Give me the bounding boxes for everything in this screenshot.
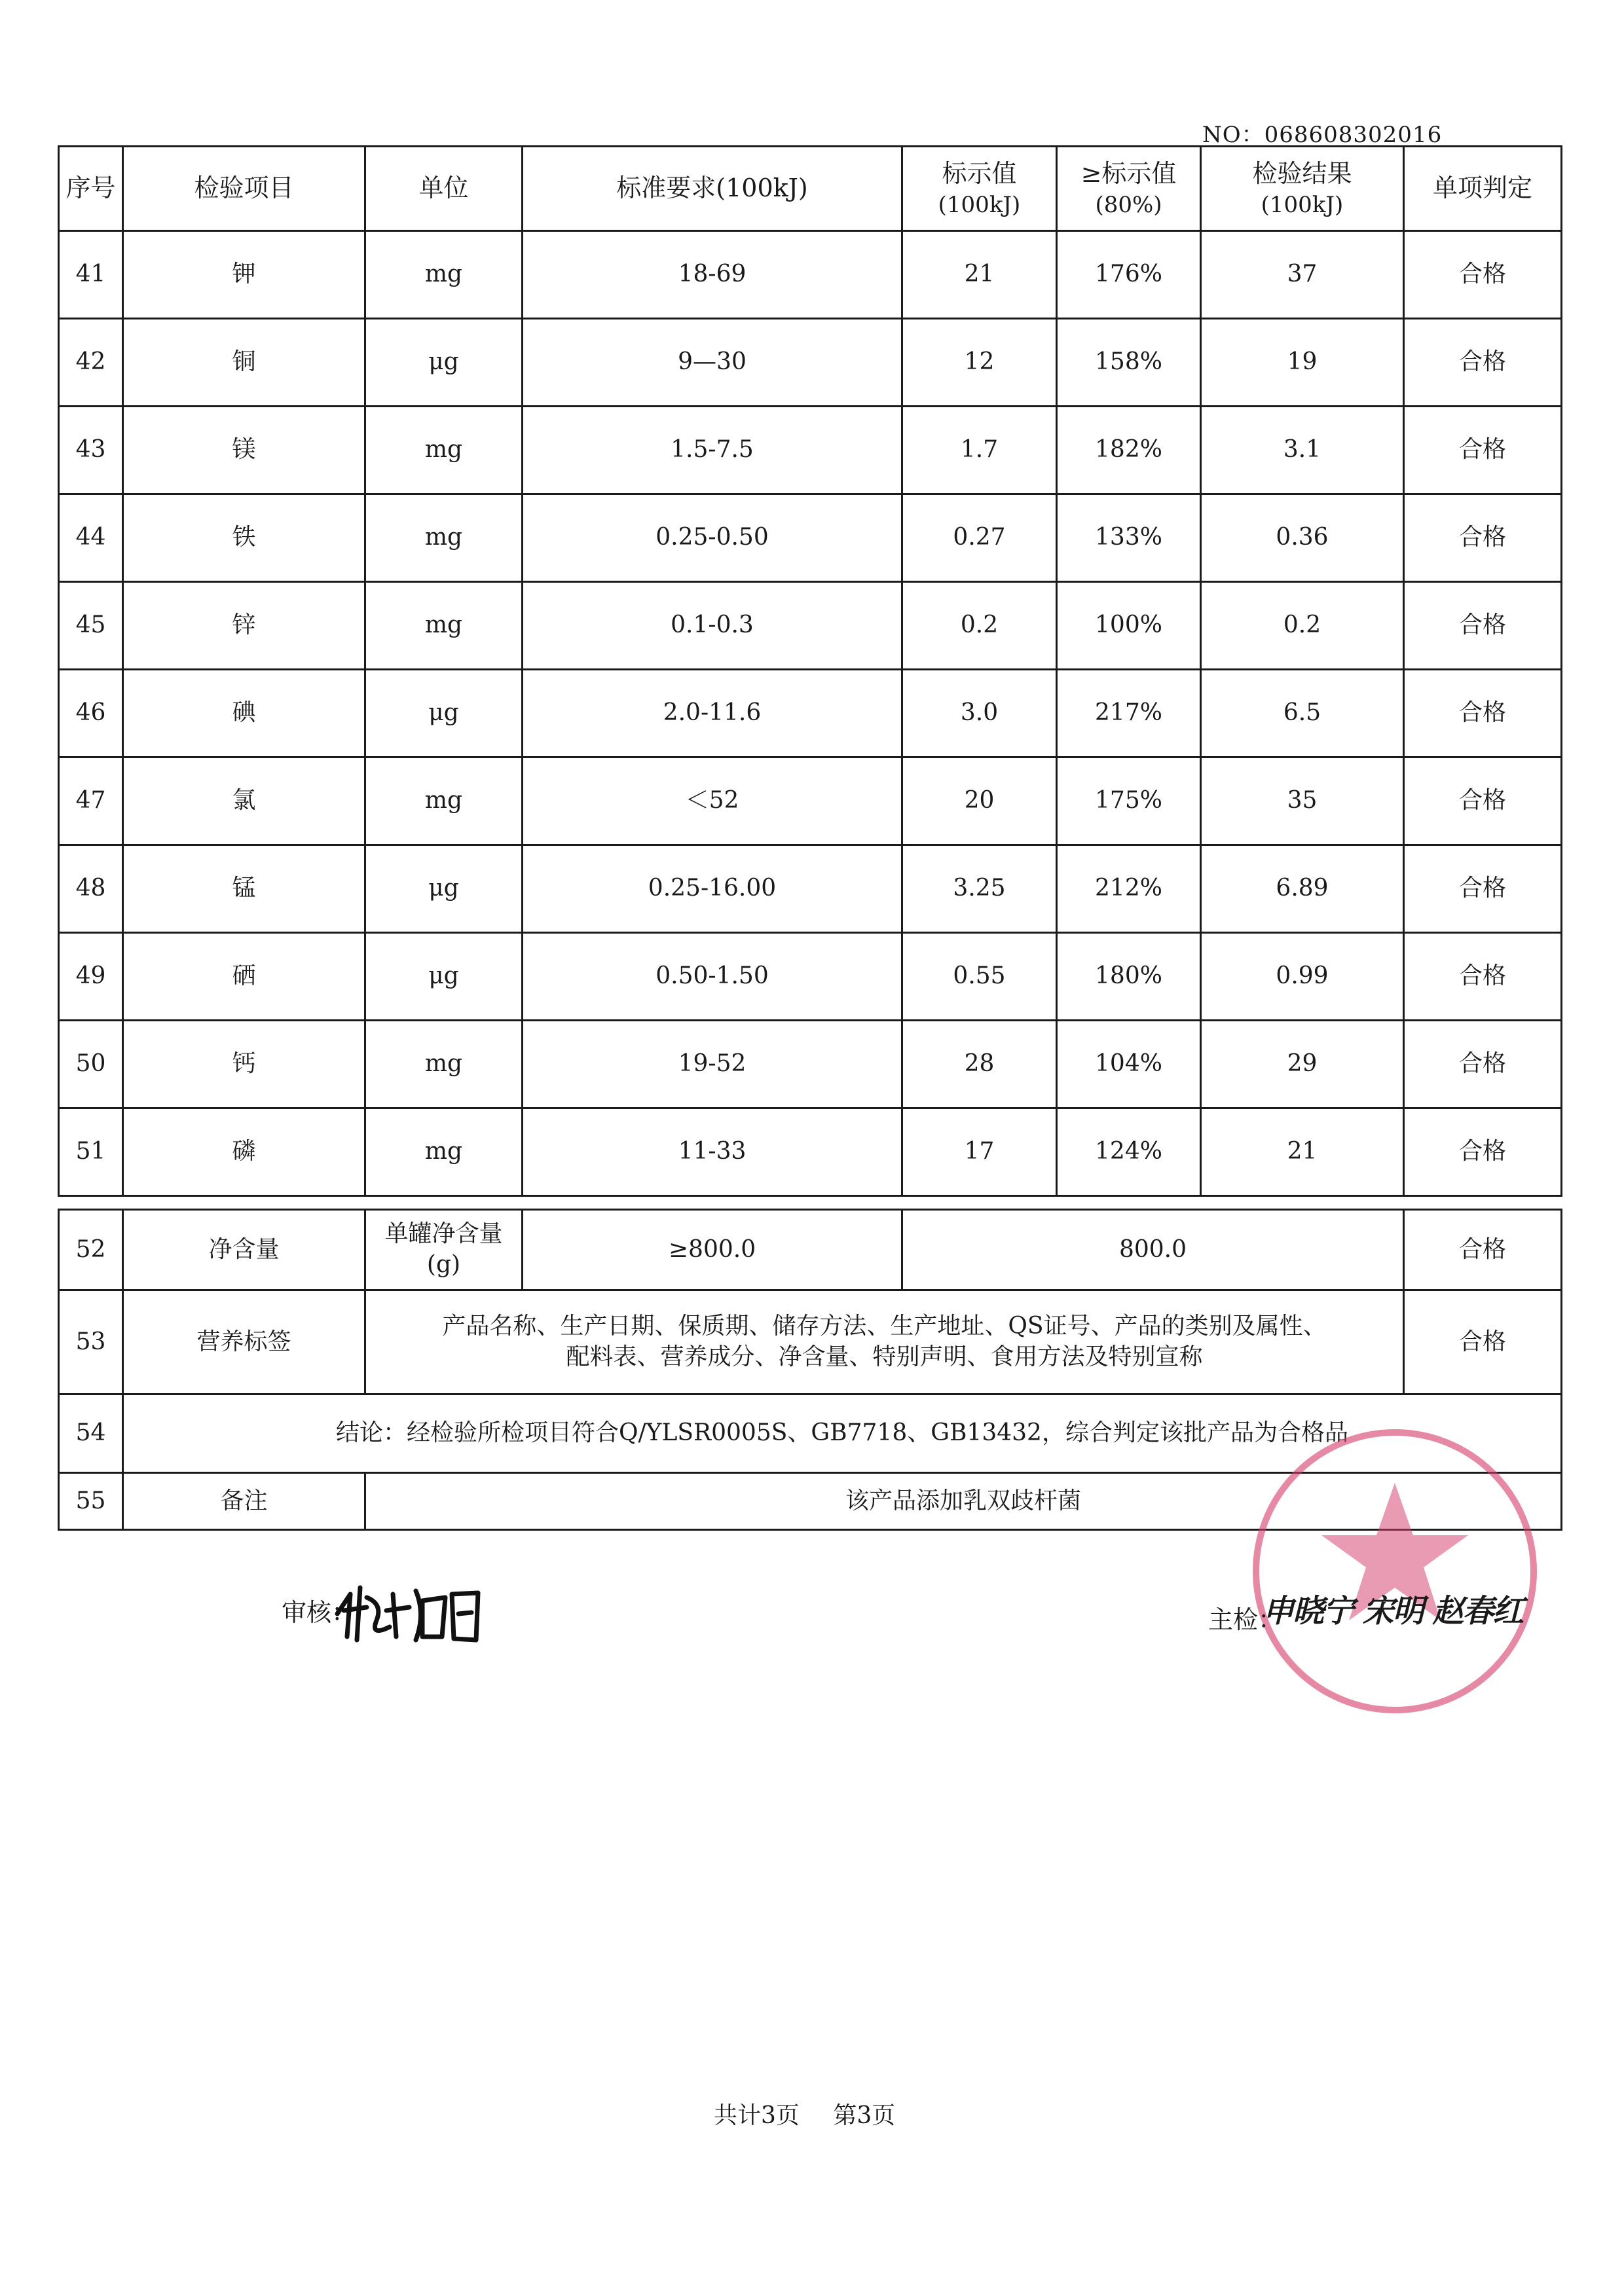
row-result: 6.5 [1201,670,1404,757]
row-labeled: 20 [902,757,1057,845]
row-unit: mg [365,1021,523,1108]
row-judgement: 合格 [1404,1108,1562,1196]
table-row [59,231,1562,319]
row-unit: mg [365,582,523,670]
header-standard: 标准要求(100kJ) [523,147,902,231]
row-judgement: 合格 [1404,494,1562,582]
row-seq: 46 [59,670,123,757]
header-item: 检验项目 [123,147,365,231]
row-standard: 0.25-0.50 [523,494,902,582]
row-standard: 0.50-1.50 [523,933,902,1021]
table-divider [59,1196,1562,1210]
reviewer-label: 审核： [282,1598,357,1627]
net-content-row [59,1210,1562,1290]
row-result: 0.2 [1201,582,1404,670]
row-labeled: 1.7 [902,407,1057,494]
row-result: 3.1 [1201,407,1404,494]
row-result: 0.99 [1201,933,1404,1021]
table-row [59,757,1562,845]
row-item: 备注 [123,1473,365,1530]
header-unit: 单位 [365,147,523,231]
row-ratio: 100% [1057,582,1201,670]
row-labeled: 0.2 [902,582,1057,670]
row-unit: mg [365,757,523,845]
report-number: NO：068608302016 [1202,122,1443,148]
row-ratio: 133% [1057,494,1201,582]
row-unit: μg [365,845,523,933]
table-row [59,494,1562,582]
row-standard: 0.25-16.00 [523,845,902,933]
row-judgement: 合格 [1404,407,1562,494]
row-labeled: 12 [902,319,1057,407]
row-seq: 44 [59,494,123,582]
row-ratio: 124% [1057,1108,1201,1196]
row-item: 铁 [123,494,365,582]
row-item: 磷 [123,1108,365,1196]
row-unit: mg [365,494,523,582]
conclusion-text: 结论：经检验所检项目符合Q/YLSR0005S、GB7718、GB13432，综合判定该批产品为合格品 [123,1394,1562,1473]
table-row [59,1021,1562,1108]
row-result: 0.36 [1201,494,1404,582]
row-ratio: 180% [1057,933,1201,1021]
row-judgement: 合格 [1404,1290,1562,1394]
row-judgement: 合格 [1404,845,1562,933]
table-row [59,1108,1562,1196]
header-labeled-sub: (100kJ) [938,191,1021,218]
row-judgement: 合格 [1404,231,1562,319]
row-standard: 2.0-11.6 [523,670,902,757]
row-seq: 54 [59,1394,123,1473]
row-standard: 9—30 [523,319,902,407]
label-content-line-1: 产品名称、生产日期、保质期、储存方法、生产地址、QS证号、产品的类别及属性、 [442,1313,1327,1340]
row-ratio: 182% [1057,407,1201,494]
row-item: 硒 [123,933,365,1021]
row-seq: 49 [59,933,123,1021]
row-ratio: 176% [1057,231,1201,319]
page-footer [714,2097,895,2130]
label-content-line-2: 配料表、营养成分、净含量、特别声明、食用方法及特别宣称 [566,1343,1203,1370]
row-standard: 18-69 [523,231,902,319]
unit-line-1: 单罐净含量 [384,1220,503,1248]
row-standard: 0.1-0.3 [523,582,902,670]
company-seal [1244,1421,1545,1722]
row-judgement: 合格 [1404,1210,1562,1290]
header-labeled-title: 标示值 [942,159,1017,189]
row-item: 营养标签 [123,1290,365,1394]
row-unit [365,1210,523,1290]
header-ratio-sub: (80%) [1095,191,1162,218]
row-result: 35 [1201,757,1404,845]
total-pages: 共计3页 [714,2102,800,2129]
table-row [59,845,1562,933]
row-seq: 55 [59,1473,123,1530]
header-result [1201,147,1404,231]
row-result: 800.0 [902,1210,1404,1290]
row-seq: 42 [59,319,123,407]
row-item: 钾 [123,231,365,319]
row-labeled: 3.0 [902,670,1057,757]
row-judgement: 合格 [1404,933,1562,1021]
row-item: 钙 [123,1021,365,1108]
row-seq: 47 [59,757,123,845]
row-item: 氯 [123,757,365,845]
row-standard: 11-33 [523,1108,902,1196]
inspector-label: 主检： [1208,1605,1283,1634]
row-seq: 51 [59,1108,123,1196]
row-ratio: 212% [1057,845,1201,933]
table-row [59,582,1562,670]
row-unit: mg [365,1108,523,1196]
row-item: 净含量 [123,1210,365,1290]
header-ratio [1057,147,1201,231]
row-item: 锰 [123,845,365,933]
row-labeled: 21 [902,231,1057,319]
header-labeled [902,147,1057,231]
row-standard: ＜52 [523,757,902,845]
header-seq: 序号 [59,147,123,231]
header-result-title: 检验结果 [1252,159,1352,189]
row-result: 37 [1201,231,1404,319]
row-result: 6.89 [1201,845,1404,933]
row-standard: 19-52 [523,1021,902,1108]
row-seq: 41 [59,231,123,319]
row-seq: 52 [59,1210,123,1290]
row-judgement: 合格 [1404,582,1562,670]
nutrition-label-row [59,1290,1562,1394]
test-rows [59,231,1562,1196]
unit-line-2: (g) [426,1251,461,1278]
row-result: 21 [1201,1108,1404,1196]
row-standard: ≥800.0 [523,1210,902,1290]
row-ratio: 158% [1057,319,1201,407]
header-result-sub: (100kJ) [1261,191,1344,218]
row-labeled: 17 [902,1108,1057,1196]
row-unit: μg [365,933,523,1021]
row-item: 碘 [123,670,365,757]
row-judgement: 合格 [1404,670,1562,757]
row-judgement: 合格 [1404,757,1562,845]
row-standard: 1.5-7.5 [523,407,902,494]
row-judgement: 合格 [1404,1021,1562,1108]
row-item: 锌 [123,582,365,670]
inspection-table [58,145,1562,1531]
row-item: 铜 [123,319,365,407]
row-seq: 50 [59,1021,123,1108]
row-seq: 48 [59,845,123,933]
row-labeled: 0.55 [902,933,1057,1021]
row-unit: mg [365,231,523,319]
header-ratio-title: ≥标示值 [1080,159,1177,189]
table-header-row [59,147,1562,231]
row-ratio: 217% [1057,670,1201,757]
row-unit: μg [365,670,523,757]
row-ratio: 104% [1057,1021,1201,1108]
row-judgement: 合格 [1404,319,1562,407]
row-result: 19 [1201,319,1404,407]
row-seq: 43 [59,407,123,494]
row-label-content [365,1290,1404,1394]
row-ratio: 175% [1057,757,1201,845]
current-page: 第3页 [833,2102,896,2129]
header-judgement: 单项判定 [1404,147,1562,231]
row-unit: mg [365,407,523,494]
row-labeled: 0.27 [902,494,1057,582]
inspector-signatures: 申晓宁 宋明 赵春红 [1263,1593,1523,1630]
table-row [59,319,1562,407]
row-seq: 45 [59,582,123,670]
row-unit: μg [365,319,523,407]
remark-text: 该产品添加乳双歧杆菌 [365,1473,1562,1530]
table-row [59,670,1562,757]
reviewer-signature [331,1575,488,1650]
table-row [59,407,1562,494]
row-seq: 53 [59,1290,123,1394]
row-labeled: 3.25 [902,845,1057,933]
row-labeled: 28 [902,1021,1057,1108]
row-result: 29 [1201,1021,1404,1108]
row-item: 镁 [123,407,365,494]
table-row [59,933,1562,1021]
